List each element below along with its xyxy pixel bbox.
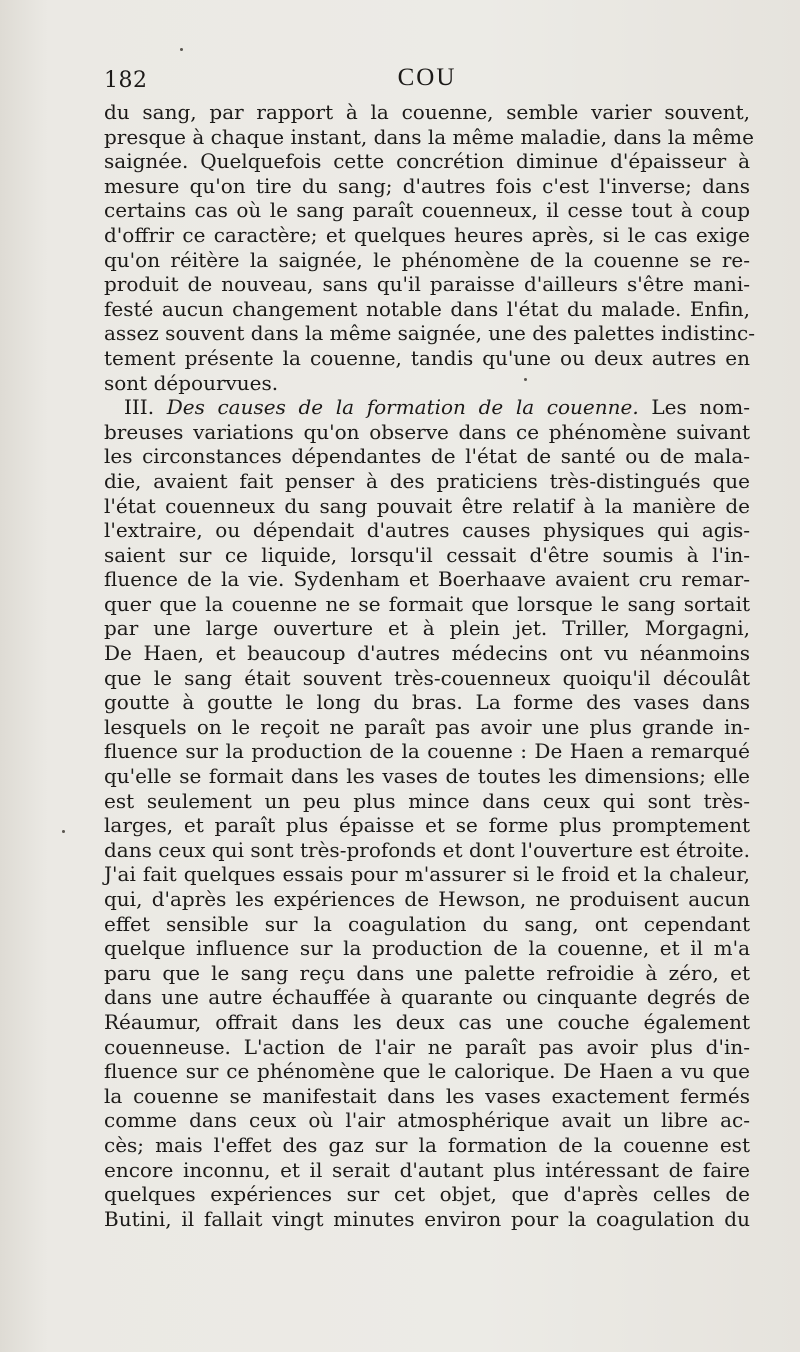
text-line: die, avaient fait penser à des praticiens très-distingués que <box>104 468 750 493</box>
text-line: dans ceux qui sont très-profonds et dont l'ouverture est étroite. <box>104 837 750 862</box>
text-line: est seulement un peu plus mince dans ceux qui sont très- <box>104 788 750 813</box>
text-line: sont dépourvues. <box>104 370 279 395</box>
text-line: la couenne se manifestait dans les vases exactement fermés <box>104 1083 750 1108</box>
text-line: festé aucun changement notable dans l'état du malade. Enfin, <box>104 296 750 321</box>
text-line: certains cas où le sang paraît couenneux, il cesse tout à coup <box>104 198 750 223</box>
text-line: goutte à goutte le long du bras. La forme des vases dans <box>104 690 750 715</box>
text-line: breuses variations qu'on observe dans ce phénomène suivant <box>104 419 750 444</box>
text-line: presque à chaque instant, dans la même maladie, dans la même <box>104 124 754 149</box>
text-line: paru que le sang reçu dans une palette refroidie à zéro, et <box>104 960 750 985</box>
text-line: par une large ouverture et à plein jet. Triller, Morgagni, <box>104 616 750 641</box>
text-line: effet sensible sur la coagulation du sang, ont cependant <box>104 911 750 936</box>
text-line: fluence sur la production de la couenne : De Haen a remarqué <box>104 739 750 764</box>
text-line: dans une autre échauffée à quarante ou cinquante degrés de <box>104 985 750 1010</box>
text-line: qu'elle se formait dans les vases de toutes les dimensions; elle <box>104 764 750 789</box>
section-title: Des causes de la formation de la couenne. <box>166 395 639 420</box>
text-line: De Haen, et beaucoup d'autres médecins ont vu néanmoins <box>104 641 750 666</box>
section-heading-line <box>104 395 750 420</box>
text-line: produit de nouveau, sans qu'il paraisse d'ailleurs s'être mani- <box>104 272 750 297</box>
text-line: que le sang était souvent très-couenneux quoiqu'il découlât <box>104 665 750 690</box>
section-number: III. <box>124 395 155 420</box>
text-line: l'état couenneux du sang pouvait être relatif à la manière de <box>104 493 750 518</box>
body-text <box>104 100 756 1231</box>
page-number: 182 <box>104 68 148 93</box>
text-line: saignée. Quelquefois cette concrétion diminue d'épaisseur à <box>104 149 750 174</box>
text-line: saient sur ce liquide, lorsqu'il cessait d'être soumis à l'in- <box>104 542 750 567</box>
text-line: quelques expériences sur cet objet, que d'après celles de <box>104 1182 750 1207</box>
text-line: du sang, par rapport à la couenne, semble varier souvent, <box>104 100 750 124</box>
text-line: qu'on réitère la saignée, le phénomène de la couenne se re- <box>104 247 750 272</box>
text-line: encore inconnu, et il serait d'autant plus intéressant de faire <box>104 1157 750 1182</box>
paper-speck <box>62 830 65 833</box>
text-line: Réaumur, offrait dans les deux cas une couche également <box>104 1009 750 1034</box>
text-line: cès; mais l'effet des gaz sur la formation de la couenne est <box>104 1132 750 1157</box>
text-line: tement présente la couenne, tandis qu'une ou deux autres en <box>104 345 750 370</box>
running-head: COU <box>397 64 457 91</box>
text-line: Butini, il fallait vingt minutes environ pour la coagulation du <box>104 1206 750 1231</box>
text-line: les circonstances dépendantes de l'état de santé ou de mala- <box>104 444 750 469</box>
page-header <box>104 62 750 96</box>
text-line: assez souvent dans la même saignée, une des palettes indistinc- <box>104 321 756 346</box>
text-line: lesquels on le reçoit ne paraît pas avoir une plus grande in- <box>104 714 750 739</box>
text-line: larges, et paraît plus épaisse et se forme plus promptement <box>104 813 750 838</box>
text-line: qui, d'après les expériences de Hewson, ne produisent aucun <box>104 887 750 911</box>
text-line: quelque influence sur la production de la couenne, et il m'a <box>104 936 750 961</box>
text-line: fluence de la vie. Sydenham et Boerhaave avaient cru remar- <box>104 567 750 592</box>
text-line: quer que la couenne ne se formait que lorsque le sang sortait <box>104 591 750 616</box>
text-line: l'extraire, ou dépendait d'autres causes physiques qui agis- <box>104 518 750 543</box>
text-line: mesure qu'on tire du sang; d'autres fois c'est l'inverse; dans <box>104 173 750 198</box>
paper-speck <box>180 48 183 51</box>
text-line: fluence sur ce phénomène que le calorique. De Haen a vu que <box>104 1059 750 1084</box>
text-line: J'ai fait quelques essais pour m'assurer si le froid et la chaleur, <box>104 862 750 887</box>
section-continuation: Les nom- <box>651 395 750 420</box>
paper-speck <box>524 378 527 381</box>
text-line: comme dans ceux où l'air atmosphérique avait un libre ac- <box>104 1108 750 1133</box>
text-line: couenneuse. L'action de l'air ne paraît pas avoir plus d'in- <box>104 1034 750 1059</box>
text-line: d'offrir ce caractère; et quelques heures après, si le cas exige <box>104 222 750 247</box>
